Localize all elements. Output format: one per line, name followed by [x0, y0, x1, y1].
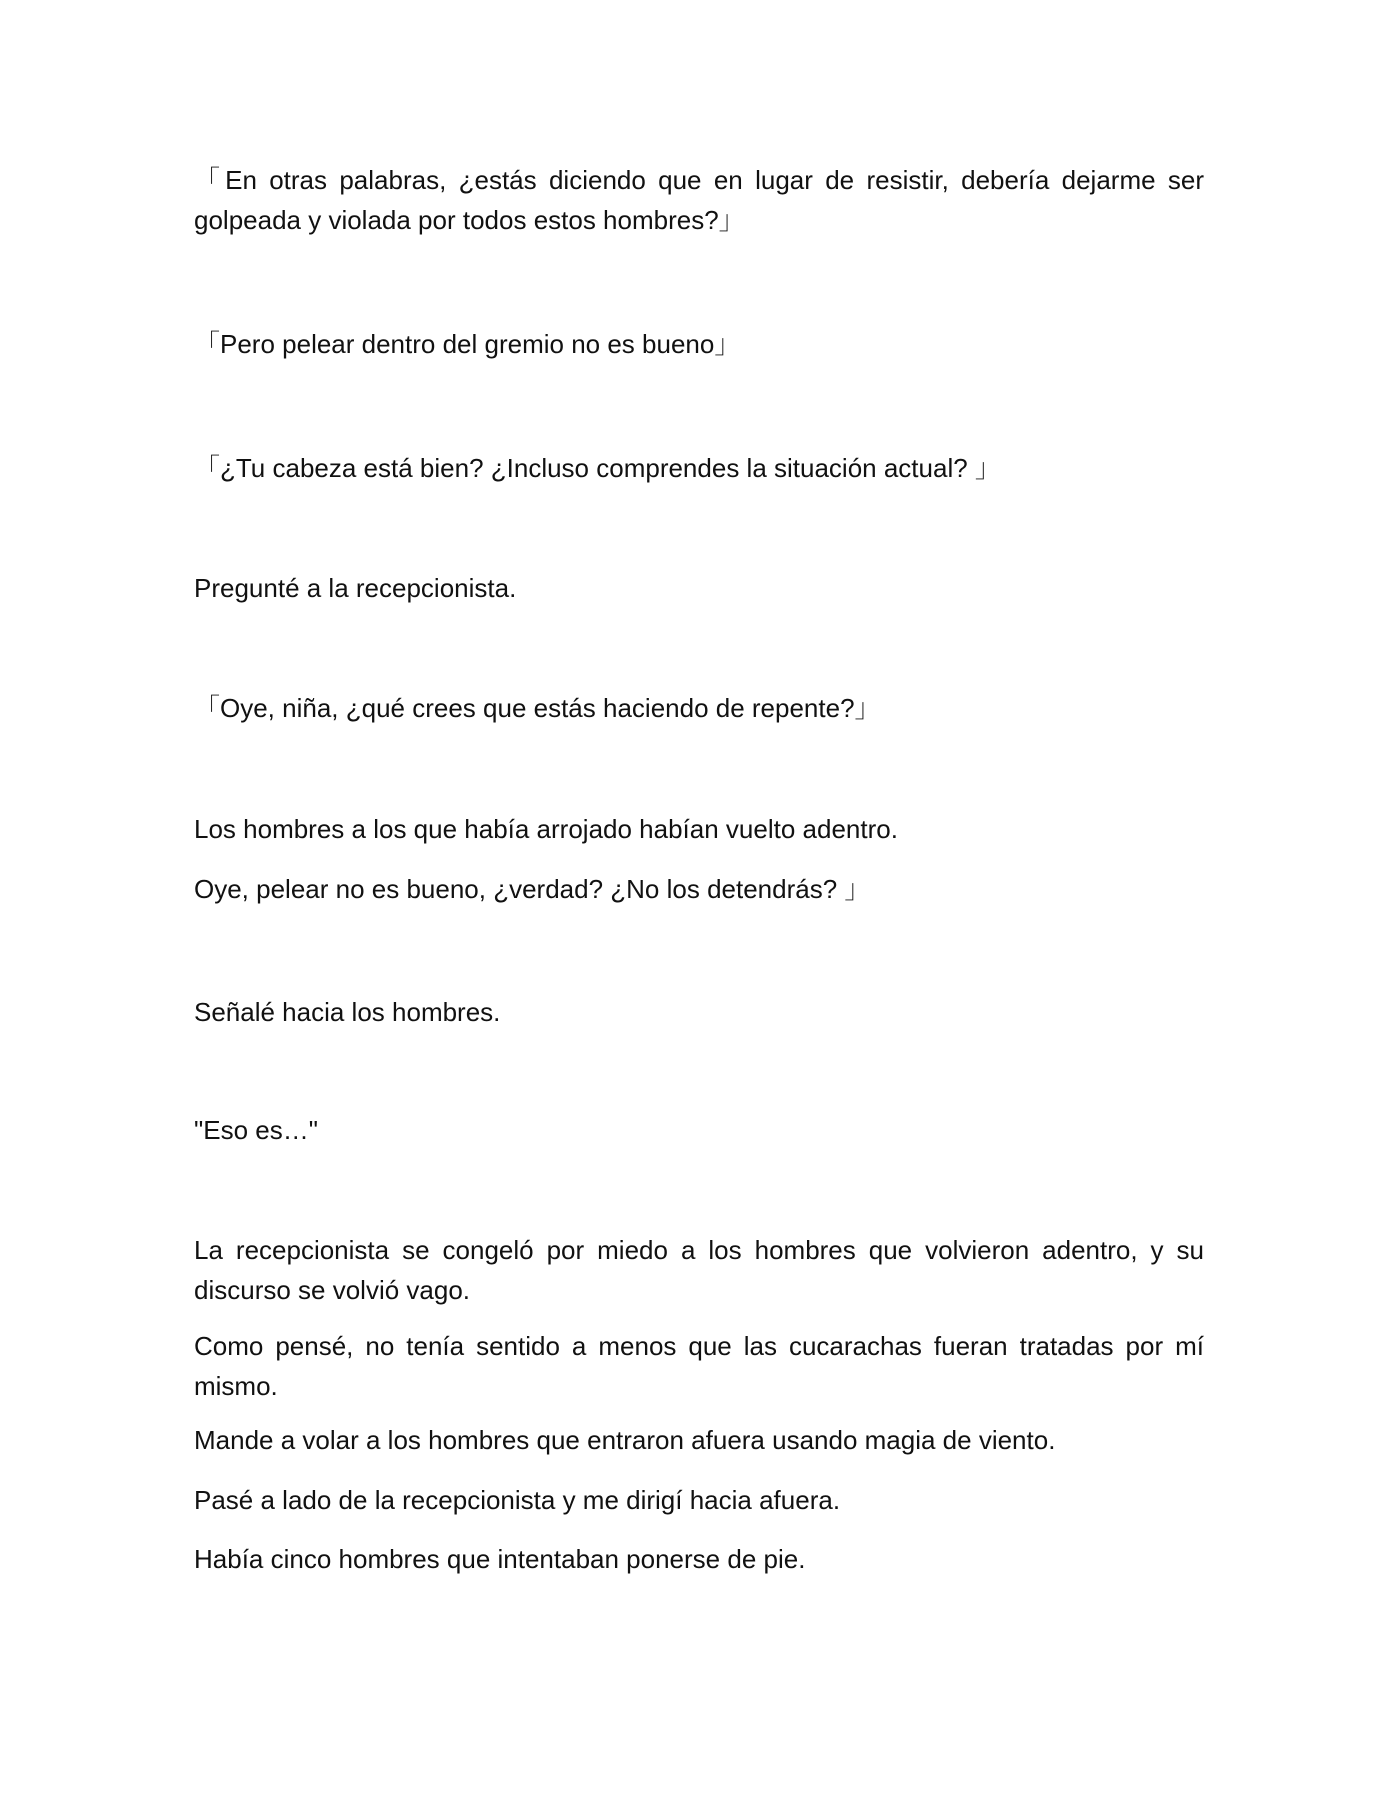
paragraph-11: Como pensé, no tenía sentido a menos que las cucarachas fueran tratadas por mí mismo. — [194, 1331, 1204, 1401]
paragraph-5: 「Oye, niña, ¿qué crees que estás haciendo de repente?」 — [194, 693, 881, 723]
paragraph-8: Señalé hacia los hombres. — [194, 997, 501, 1027]
paragraph-7: Oye, pelear no es bueno, ¿verdad? ¿No los detendrás? 」 — [194, 874, 871, 904]
paragraph-6: Los hombres a los que había arrojado habían vuelto adentro. — [194, 814, 898, 844]
paragraph-12: Mande a volar a los hombres que entraron afuera usando magia de viento. — [194, 1425, 1056, 1455]
paragraph-9: "Eso es…" — [194, 1115, 318, 1145]
paragraph-14: Había cinco hombres que intentaban ponerse de pie. — [194, 1544, 806, 1574]
paragraph-1: 「En otras palabras, ¿estás diciendo que en lugar de resistir, debería dejarme ser golpeada y violada por todos estos hombres?」 — [194, 165, 1204, 235]
paragraph-13: Pasé a lado de la recepcionista y me dirigí hacia afuera. — [194, 1485, 841, 1515]
paragraph-4: Pregunté a la recepcionista. — [194, 573, 517, 603]
paragraph-10: La recepcionista se congeló por miedo a los hombres que volvieron adentro, y su discurso se volvió vago. — [194, 1235, 1204, 1305]
paragraph-3: 「¿Tu cabeza está bien? ¿Incluso comprendes la situación actual? 」 — [194, 453, 1001, 483]
paragraph-2: 「Pero pelear dentro del gremio no es bueno」 — [194, 329, 741, 359]
